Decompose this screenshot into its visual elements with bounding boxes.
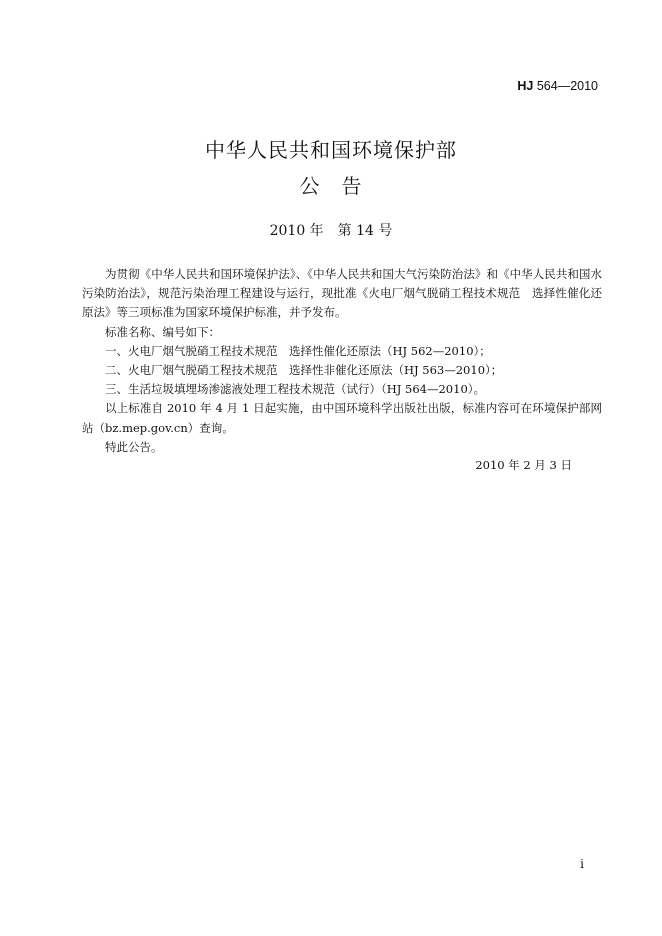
standard-number: 564—2010 — [533, 79, 598, 93]
standard-code — [517, 79, 598, 93]
paragraph-implementation: 以上标准自 2010 年 4 月 1 日起实施，由中国环境科学出版社出版，标准内容可在环境保护部网站（bz.mep.gov.cn）查询。 — [82, 401, 602, 435]
paragraph-closing: 特此公告。 — [105, 439, 163, 454]
list-item-2: 二、火电厂烟气脱硝工程技术规范 选择性非催化还原法（HJ 563—2010）； — [105, 363, 503, 378]
paragraph-list-heading: 标准名称、编号如下： — [105, 324, 220, 339]
standard-prefix: HJ — [517, 79, 534, 93]
list-item-3: 三、生活垃圾填埋场渗滤液处理工程技术规范（试行）（HJ 564—2010）。 — [105, 382, 486, 397]
page-number: i — [580, 857, 584, 871]
paragraph-intro: 为贯彻《中华人民共和国环境保护法》、《中华人民共和国大气污染防治法》和《中华人民共和国水污染防治法》，规范污染治理工程建设与运行，现批准《火电厂烟气脱硝工程技术规范 选择性催化还原法》等三项标准为国家环境保护标准，并予发布。 — [82, 267, 602, 320]
announcement-body — [82, 265, 602, 457]
issue-number: 2010 年 第 14 号 — [269, 223, 393, 239]
list-item-1: 一、火电厂烟气脱硝工程技术规范 选择性催化还原法（HJ 562—2010）； — [105, 343, 491, 358]
ministry-title: 中华人民共和国环境保护部 — [205, 138, 457, 162]
issue-date: 2010 年 2 月 3 日 — [475, 458, 572, 472]
document-type-title: 公 告 — [299, 174, 363, 198]
